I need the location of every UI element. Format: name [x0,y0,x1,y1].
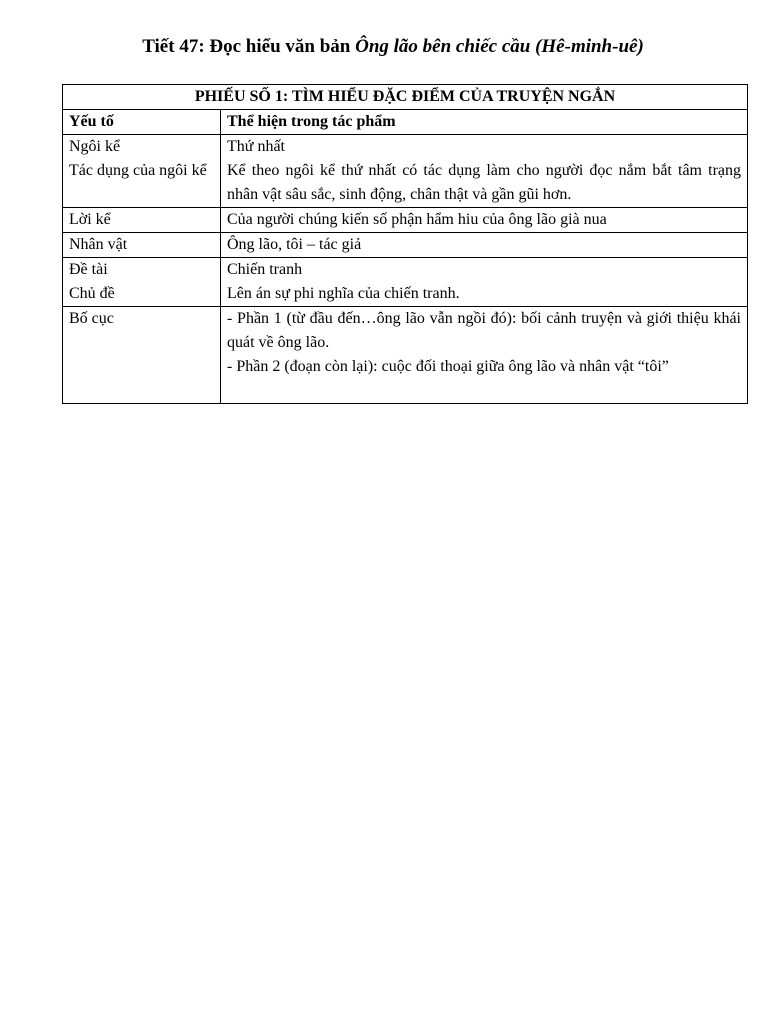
table-header-row [63,110,748,135]
row-content: Thứ nhất [227,138,285,155]
header-element: Yếu tố [63,110,221,135]
table-row [63,135,748,208]
row-content-cell [221,307,748,404]
row-content-cell [221,135,748,208]
row-label: Tác dụng của ngôi kể [69,162,207,179]
row-label-cell [63,135,221,208]
table-row [63,233,748,258]
row-label: Bố cục [69,310,114,327]
title-prefix: Tiết 47: Đọc hiểu văn bản [142,36,356,57]
title-work: Ông lão bên chiếc cầu (Hê-minh-uê) [355,36,644,57]
row-label: Ngôi kể [69,138,121,155]
row-content: Kể theo ngôi kể thứ nhất có tác dụng làm cho người đọc nắm bắt tâm trạng nhân vật sâu sắc, sinh động, chân thật và gần gũi hơn. [227,162,741,203]
table-row [63,258,748,307]
row-content: - Phần 2 (đoạn còn lại): cuộc đối thoại giữa ông lão và nhân vật “tôi” [227,358,669,375]
table-row [63,208,748,233]
worksheet-table [62,84,748,404]
row-content-cell [221,208,748,233]
row-content: Ông lão, tôi – tác giả [227,236,362,253]
row-label: Đề tài [69,261,108,278]
table-caption: PHIẾU SỐ 1: TÌM HIỂU ĐẶC ĐIỂM CỦA TRUYỆN NGẮN [63,85,748,110]
row-label: Chủ đề [69,285,115,302]
page-title [0,36,768,58]
row-content-cell [221,233,748,258]
row-content: Của người chúng kiến số phận hẩm hiu của ông lão già nua [227,211,607,228]
header-expression: Thể hiện trong tác phẩm [221,110,748,135]
row-label: Lời kể [69,211,111,228]
row-label-cell [63,233,221,258]
row-label-cell [63,258,221,307]
row-label-cell [63,307,221,404]
row-content: - Phần 1 (từ đầu đến…ông lão vẫn ngồi đó): bối cảnh truyện và giới thiệu khái quát về ông lão. [227,310,741,351]
table-caption-row [63,85,748,110]
row-label: Nhân vật [69,236,128,253]
row-blank-space [227,379,741,403]
row-content: Chiến tranh [227,261,303,278]
row-label-cell [63,208,221,233]
table-row [63,307,748,404]
row-content: Lên án sự phi nghĩa của chiến tranh. [227,285,460,302]
row-content-cell [221,258,748,307]
